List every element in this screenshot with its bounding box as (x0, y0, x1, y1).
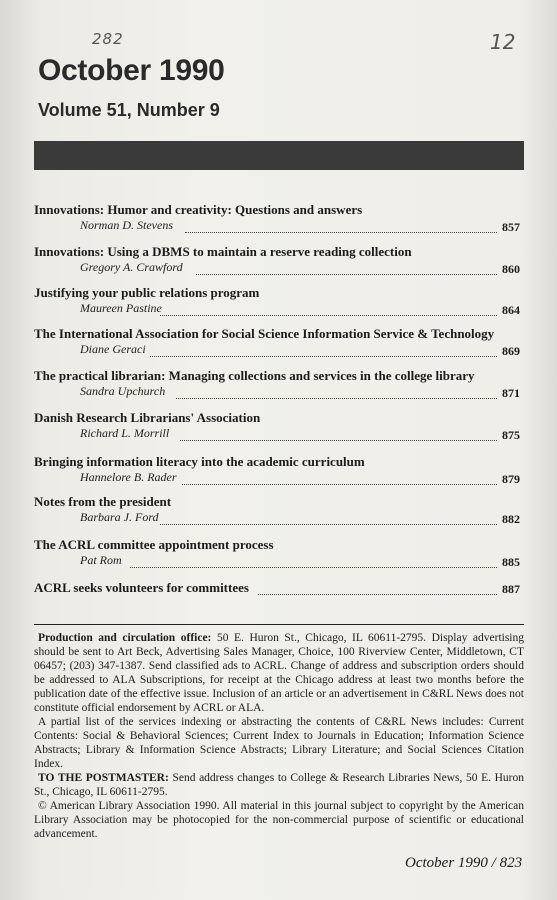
toc-author: Pat Rom (80, 553, 122, 567)
toc-author: Sandra Upchurch (80, 384, 166, 398)
production-text: 50 E. Huron St., Chicago, IL 60611-2795. Display advertising should be sent to Art Beck, Advertising Sales Manager, Choice, 100 Riverview Center, Middletown, CT 06457; (203) 347-1387. Send classified ads to ACRL. Change of address and subscription orders should be addressed to ALA Subscriptions, for receipt at the Chicago address at least two months before the publication date of the effective issue. Inclusion of an article or an advertisement in C&RL News does not constitute official endorsement by ACRL or ALA. (34, 632, 525, 714)
production-label: Production and circulation office: (38, 632, 212, 644)
leader-dots (180, 426, 497, 441)
handwritten-note-left: 282 (92, 30, 124, 48)
toc-page-number: 871 (502, 386, 520, 400)
toc-title: Innovations: Using a DBMS to maintain a reserve reading collection (34, 244, 412, 259)
toc-author: Gregory A. Crawford (80, 260, 183, 274)
leader-dots (160, 301, 497, 316)
toc-title: Justifying your public relations program (34, 285, 260, 300)
postmaster-label: TO THE POSTMASTER: (38, 772, 169, 784)
toc-title: Notes from the president (34, 494, 172, 509)
page-folio: October 1990 / 823 (405, 855, 523, 871)
toc-page-number: 869 (502, 344, 520, 358)
toc-title: Innovations: Humor and creativity: Questions and answers (34, 202, 363, 217)
production-paragraph (34, 631, 524, 715)
issue-date: October 1990 (38, 54, 225, 87)
toc-title: The practical librarian: Managing collections and services in the college library (34, 368, 475, 383)
handwritten-note-right: 12 (490, 30, 516, 54)
toc-page-number: 887 (502, 582, 520, 596)
toc-author: Richard L. Morrill (80, 426, 170, 440)
masthead-info (34, 631, 524, 841)
toc-title: Bringing information literacy into the academic curriculum (34, 454, 365, 469)
leader-dots (196, 260, 497, 275)
toc-author: Norman D. Stevens (80, 218, 173, 232)
toc-title: Danish Research Librarians' Association (34, 410, 261, 425)
toc-page-number: 882 (502, 512, 520, 526)
toc-page-number: 864 (502, 303, 520, 317)
indexing-paragraph (34, 715, 524, 771)
toc-page-number: 857 (502, 220, 520, 234)
indexing-text: A partial list of the services indexing or abstracting the contents of C&RL News includes: Current Contents: Social & Behavioral Sciences; Current Index to Journals in Education; Information Science Abstracts; Library & Information Science Abstracts; Library Literature; and Social Sciences Citation Index. (34, 716, 524, 770)
toc-page-number: 879 (502, 472, 520, 486)
postmaster-text: Send address changes to College & Research Libraries News, 50 E. Huron St., Chicago, IL 60611-2795. (34, 772, 524, 798)
leader-dots (258, 580, 497, 595)
copyright-text: © American Library Association 1990. All material in this journal subject to copyright by the American Library Association may be photocopied for the non-commercial purpose of scientific or educational advancement. (34, 800, 524, 840)
toc-title: The ACRL committee appointment process (34, 537, 274, 552)
leader-dots (176, 384, 497, 399)
toc-title: ACRL seeks volunteers for committees (34, 580, 249, 595)
issue-volume: Volume 51, Number 9 (38, 100, 220, 120)
postmaster-paragraph (34, 771, 524, 799)
toc-page-number: 860 (502, 262, 520, 276)
leader-dots (130, 553, 497, 568)
toc-author: Hannelore B. Rader (80, 470, 177, 484)
leader-dots (150, 342, 497, 357)
leader-dots (160, 510, 497, 525)
toc-author: Diane Geraci (80, 342, 146, 356)
leader-dots (185, 218, 497, 233)
footer-rule (34, 624, 524, 625)
toc-author: Maureen Pastine (80, 301, 162, 315)
copyright-paragraph (34, 799, 524, 841)
toc-title: The International Association for Social Science Information Service & Technology (34, 326, 495, 341)
leader-dots (182, 470, 497, 485)
toc-author: Barbara J. Ford (80, 510, 159, 524)
toc-page-number: 875 (502, 428, 520, 442)
toc-page-number: 885 (502, 555, 520, 569)
